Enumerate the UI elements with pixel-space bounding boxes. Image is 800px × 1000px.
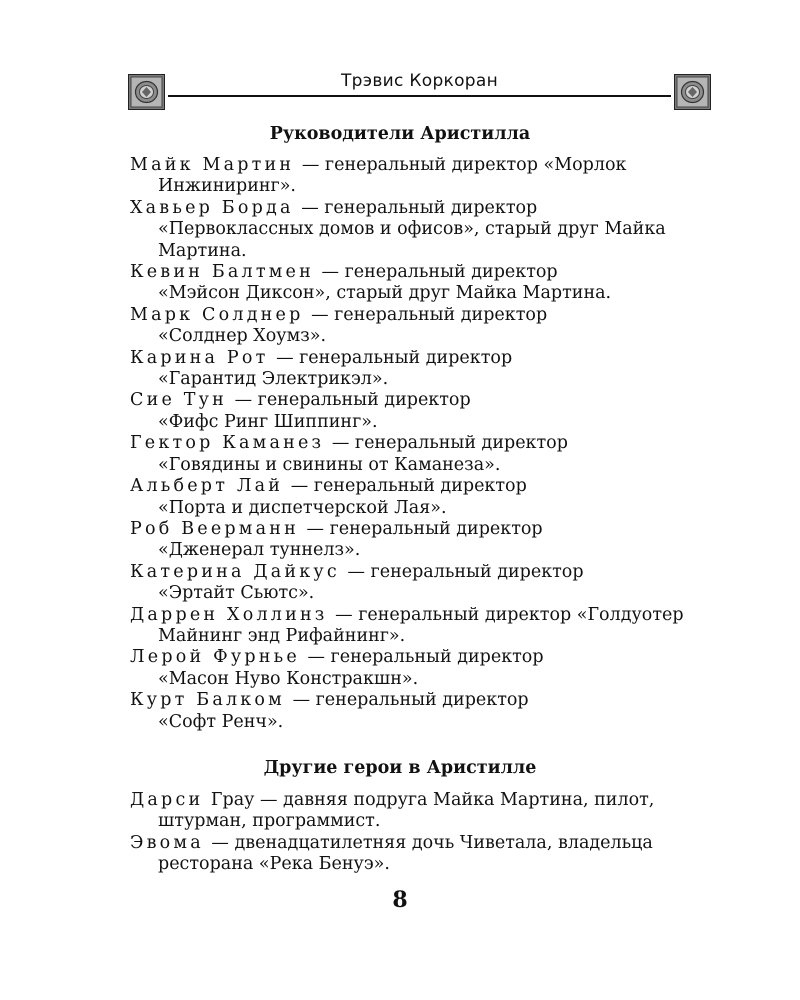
character-description-cont: «Первоклассных домов и офисов», старый друг Майка — [158, 219, 666, 240]
character-description-cont: «Софт Ренч». — [158, 711, 284, 732]
character-description-cont: «Фифс Ринг Шиппинг». — [158, 411, 378, 432]
header-rule — [168, 95, 671, 97]
character-name: Роб Веерманн — [130, 518, 299, 539]
list-item — [130, 155, 730, 198]
list-item — [130, 690, 730, 733]
character-name: Марк Солднер — [130, 304, 304, 325]
character-description-cont: «Гарантид Электрикэл». — [158, 369, 389, 390]
character-name: Даррен Холлинз — [130, 604, 328, 625]
character-description: — генеральный директор — [301, 197, 538, 218]
list-item — [130, 198, 730, 262]
character-description-cont: «Масон Нуво Констракшн». — [158, 668, 419, 689]
character-description-cont: «Мэйсон Диксон», старый друг Майка Мартина. — [158, 283, 612, 304]
ornament-emblem-icon — [674, 74, 711, 110]
list-item — [130, 476, 730, 519]
character-name: Эвома — [130, 832, 204, 853]
character-description-cont: «Солднер Хоумз». — [158, 326, 327, 347]
character-description: — генеральный директор — [292, 690, 529, 711]
list-item — [130, 519, 730, 562]
list-item — [130, 790, 730, 833]
section-title-leaders: Руководители Аристилла — [269, 124, 531, 144]
list-item — [130, 262, 730, 305]
running-title: Трэвис Коркоран — [340, 71, 499, 91]
character-name: Сие Тун — [130, 390, 228, 411]
character-name: Кевин Балтмен — [130, 262, 314, 283]
character-description-cont: Мартина. — [158, 240, 247, 261]
character-description: — генеральный директор — [331, 433, 568, 454]
character-description-cont: Майнинг энд Рифайнинг». — [158, 625, 406, 646]
character-name: Дарси — [130, 790, 204, 810]
character-description: — двенадцатилетняя дочь Чиветала, владельца — [211, 832, 653, 853]
list-item — [130, 305, 730, 348]
character-name: Карина Рот — [130, 347, 269, 368]
other-heroes-list — [130, 790, 730, 876]
leaders-list — [130, 155, 730, 733]
list-item — [130, 605, 730, 648]
character-description: — генеральный директор — [311, 304, 548, 325]
character-description: — генеральный директор — [276, 347, 513, 368]
character-description: — генеральный директор — [307, 647, 544, 668]
list-item — [130, 647, 730, 690]
character-description: — генеральный директор «Морлок — [301, 155, 627, 175]
character-description: — генеральный директор — [347, 561, 584, 582]
character-description: — генеральный директор — [234, 390, 471, 411]
character-name: Курт Балком — [130, 690, 285, 711]
character-description-cont: «Порта и диспетчерской Лая». — [158, 497, 447, 518]
character-description-cont: «Говядины и свинины от Каманеза». — [158, 454, 501, 475]
character-name: Лерой Фурнье — [130, 647, 300, 668]
character-name: Альберт Лай — [130, 476, 284, 497]
character-description: Грау — давняя подруга Майка Мартина, пилот, — [210, 790, 655, 810]
character-description-cont: «Дженерал туннелз». — [158, 540, 361, 561]
list-item — [130, 433, 730, 476]
character-name: Катерина Дайкус — [130, 561, 340, 582]
list-item — [130, 562, 730, 605]
character-description: — генеральный директор — [290, 476, 527, 497]
character-description-cont: «Эртайт Сьютс». — [158, 583, 315, 604]
character-description-cont: штурман, программист. — [158, 811, 381, 832]
list-item — [130, 348, 730, 391]
character-name: Гектор Каманез — [130, 433, 325, 454]
character-description-cont: Инжиниринг». — [158, 176, 296, 197]
character-description: — генеральный директор — [306, 518, 543, 539]
character-description: — генеральный директор «Голдуотер — [335, 604, 684, 625]
running-header — [128, 72, 711, 112]
list-item — [130, 833, 730, 876]
page-number: 8 — [392, 887, 408, 913]
character-name: Хавьер Борда — [130, 197, 294, 218]
character-description-cont: ресторана «Река Бенуэ». — [158, 854, 390, 875]
list-item — [130, 390, 730, 433]
character-description: — генеральный директор — [321, 262, 558, 283]
section-title-other-heroes: Другие герои в Аристилле — [263, 758, 537, 778]
character-name: Майк Мартин — [130, 155, 295, 175]
